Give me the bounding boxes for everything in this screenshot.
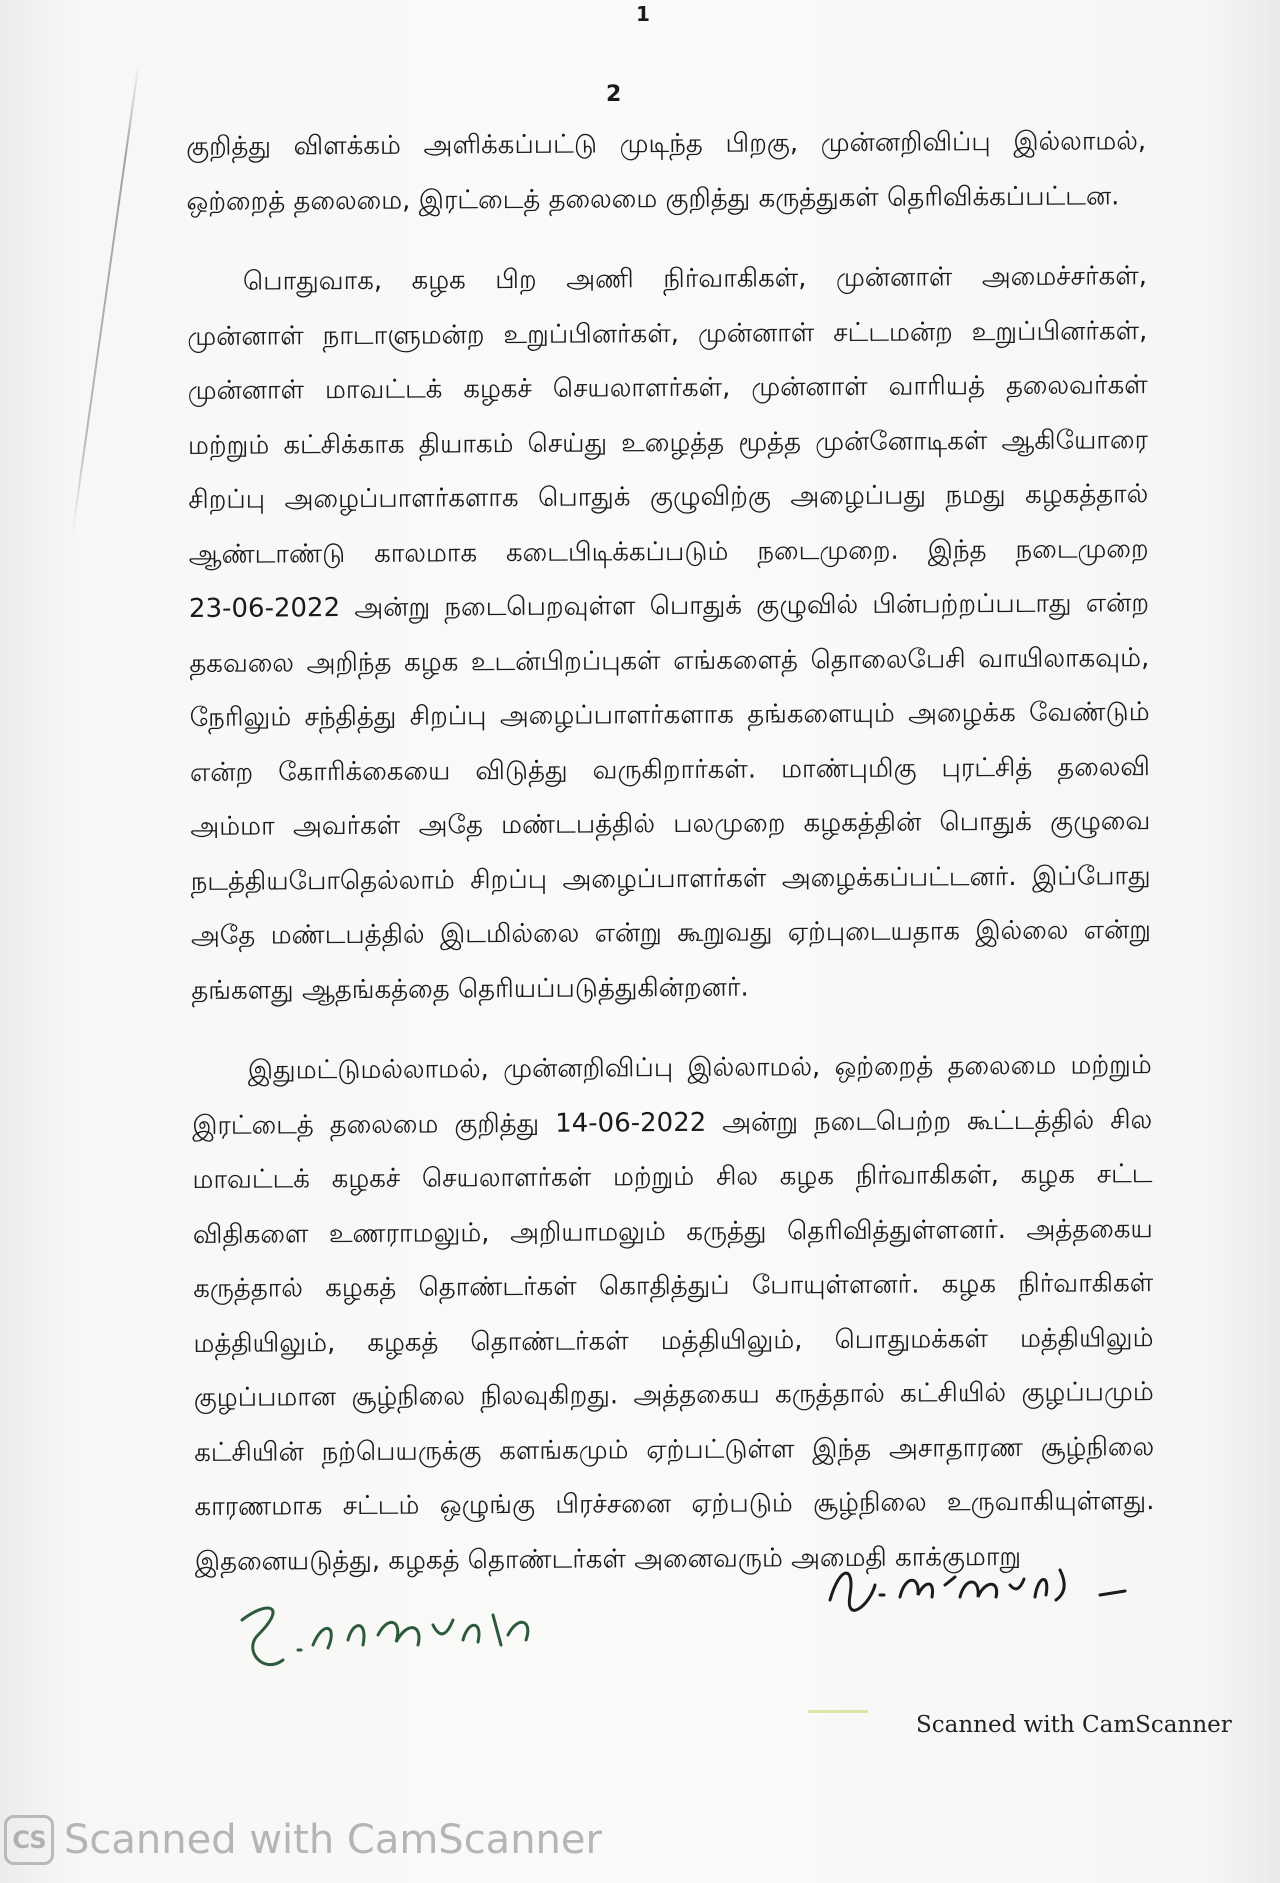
text-line: பொதுவாக, கழக பிற அணி நிர்வாகிகள், முன்னாள் அமைச்சர்கள், <box>242 261 1148 297</box>
text-line: இதுமட்டுமல்லாமல், முன்னறிவிப்பு இல்லாமல், ஒற்றைத் தலைமை மற்றும் <box>247 1050 1152 1086</box>
page-number: 2 <box>606 82 622 107</box>
text-line: மத்தியிலும், கழகத் தொண்டர்கள் மத்தியிலும், பொதுமக்கள் மத்தியிலும் <box>193 1322 1154 1359</box>
text-line: ஒற்றைத் தலைமை, இரட்டைத் தலைமை குறித்து கருத்துகள் தெரிவிக்கப்பட்டன. <box>186 180 1120 217</box>
signature-right <box>810 1555 1130 1625</box>
text-line: ஆண்டாண்டு காலமாக கடைபிடிக்கப்படும் நடைமுறை. இந்த நடைமுறை <box>188 533 1149 570</box>
text-line: குழப்பமான சூழ்நிலை நிலவுகிறது. அத்தகைய கருத்தால் கட்சியில் குழப்பமும் <box>193 1377 1154 1413</box>
text-line: மாவட்டக் கழகச் செயலாளர்கள் மற்றும் சில கழக நிர்வாகிகள், கழக சட்ட <box>192 1159 1153 1195</box>
camscanner-footer-text: Scanned with CamScanner <box>64 1816 602 1863</box>
green-mark <box>808 1710 868 1713</box>
text-line: தகவலை அறிந்த கழக உடன்பிறப்புகள் எங்களைத் தொலைபேசி வாயிலாகவும், <box>189 642 1150 679</box>
text-line: தங்களது ஆதங்கத்தை தெரியப்படுத்துகின்றனர். <box>191 972 749 1006</box>
top-mark: 1 <box>636 2 650 26</box>
text-line: முன்னாள் மாவட்டக் கழகச் செயலாளர்கள், முன்னாள் வாரியத் தலைவர்கள் <box>187 370 1148 406</box>
text-line: இதனையடுத்து, கழகத் தொண்டர்கள் அனைவரும் அமைதி காக்குமாறு <box>194 1541 1022 1577</box>
text-line: என்ற கோரிக்கையை விடுத்து வருகிறார்கள். மாண்புமிகு புரட்சித் தலைவி <box>189 751 1151 788</box>
text-line: மற்றும் கட்சிக்காக தியாகம் செய்து உழைத்த மூத்த முன்னோடிகள் ஆகியோரை <box>187 424 1149 461</box>
text-line: நடத்தியபோதெல்லாம் சிறப்பு அழைப்பாளர்கள் அழைக்கப்பட்டனர். இப்போது <box>190 860 1151 897</box>
camscanner-footer <box>0 1796 1280 1883</box>
text-line: குறித்து விளக்கம் அளிக்கப்பட்டு முடிந்த பிறகு, முன்னறிவிப்பு இல்லாமல், <box>186 126 1147 162</box>
camscanner-inline-watermark: Scanned with CamScanner <box>916 1712 1232 1738</box>
text-line: கட்சியின் நற்பெயருக்கு களங்கமும் ஏற்பட்டுள்ள இந்த அசாதாரண சூழ்நிலை <box>194 1431 1155 1468</box>
letter-body <box>186 114 1155 1589</box>
text-line: அம்மா அவர்கள் அதே மண்டபத்தில் பலமுறை கழகத்தின் பொதுக் குழுவை <box>190 806 1151 842</box>
text-line: கருத்தால் கழகத் தொண்டர்கள் கொதித்துப் போயுள்ளனர். கழக நிர்வாகிகள் <box>193 1268 1154 1304</box>
text-line: இரட்டைத் தலைமை குறித்து 14-06-2022 அன்று நடைபெற்ற கூட்டத்தில் சில <box>192 1104 1153 1141</box>
text-line: காரணமாக சட்டம் ஒழுங்கு பிரச்சனை ஏற்படும் சூழ்நிலை உருவாகியுள்ளது. <box>194 1486 1155 1522</box>
text-line: அதே மண்டபத்தில் இடமில்லை என்று கூறுவது ஏற்புடையதாக இல்லை என்று <box>190 915 1152 951</box>
text-line: முன்னாள் நாடாளுமன்ற உறுப்பினர்கள், முன்னாள் சட்டமன்ற உறுப்பினர்கள், <box>187 315 1148 352</box>
signature-left <box>228 1590 558 1680</box>
camscanner-logo-icon: CS <box>4 1815 54 1865</box>
text-line: நேரிலும் சந்தித்து சிறப்பு அழைப்பாளர்களாக தங்களையும் அழைக்க வேண்டும் <box>189 697 1150 733</box>
text-line: சிறப்பு அழைப்பாளர்களாக பொதுக் குழுவிற்கு அழைப்பது நமது கழகத்தால் <box>188 479 1149 515</box>
text-line: 23-06-2022 அன்று நடைபெறவுள்ள பொதுக் குழுவில் பின்பற்றப்படாது என்ற <box>188 588 1150 624</box>
margin-pencil-line <box>71 60 140 536</box>
text-line: விதிகளை உணராமலும், அறியாமலும் கருத்து தெரிவித்துள்ளனர். அத்தகைய <box>192 1213 1153 1250</box>
